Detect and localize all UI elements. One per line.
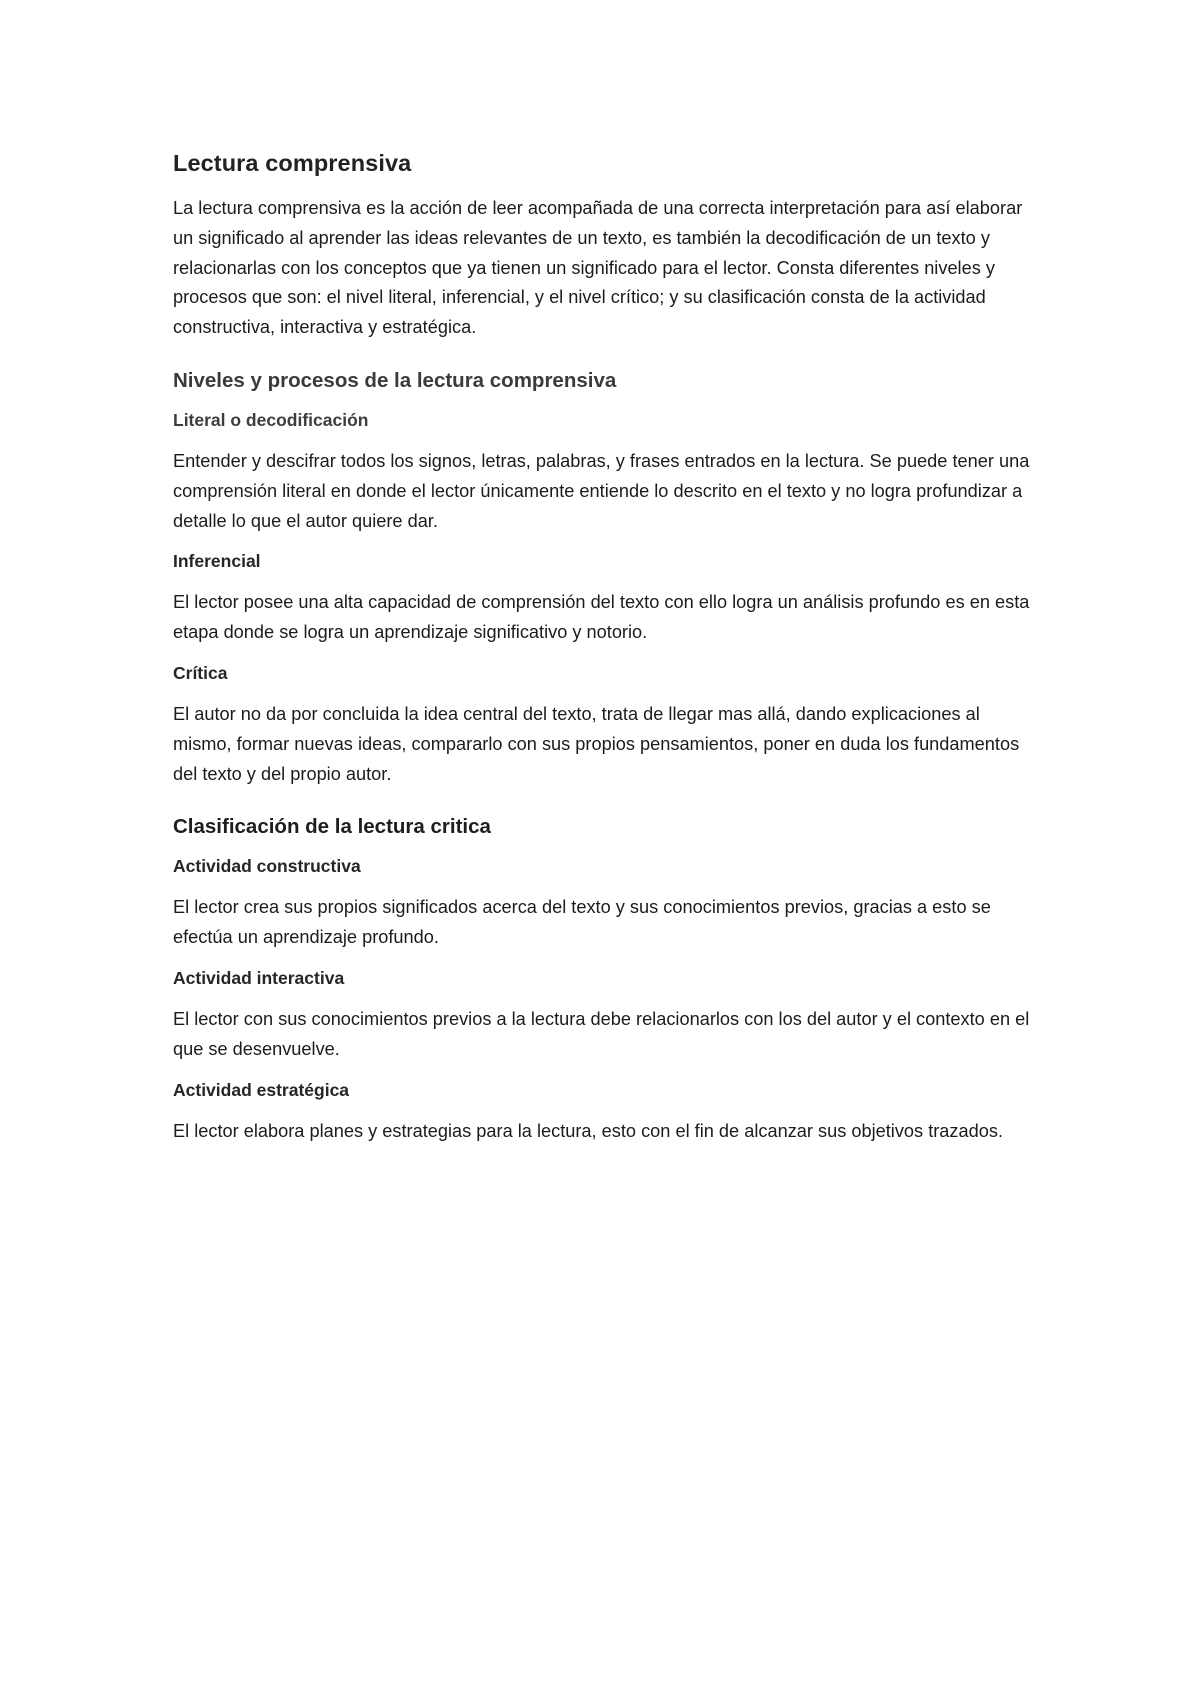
section-heading-clasificacion: Clasificación de la lectura critica [173, 815, 491, 839]
paragraph-interactiva: El lector con sus conocimientos previos a la lectura debe relacionarlos con los del autor y el contexto en el que se desenvuelve. [173, 1008, 1030, 1059]
paragraph-constructiva: El lector crea sus propios significados acerca del texto y sus conocimientos previos, gracias a esto se efectúa un aprendizaje profundo. [173, 897, 991, 948]
subheading-interactiva: Actividad interactiva [173, 967, 345, 988]
paragraph-estrategica: El lector elabora planes y estrategias para la lectura, esto con el fin de alcanzar sus objetivos trazados. [173, 1120, 1004, 1141]
subheading-constructiva: Actividad constructiva [173, 856, 361, 877]
subheading-critica: Crítica [173, 662, 228, 683]
subheading-inferencial: Inferencial [173, 551, 261, 572]
paragraph-literal: Entender y descifrar todos los signos, letras, palabras, y frases entrados en la lectura. Se puede tener una comprensión literal en donde el lector únicamente entiende lo descrito en el texto y no logra profundizar a detalle lo que el autor quiere dar. [173, 450, 1030, 531]
subheading-literal: Literal o decodificación [173, 409, 369, 430]
paragraph-inferencial: El lector posee una alta capacidad de comprensión del texto con ello logra un análisis profundo es en esta etapa donde se logra un aprendizaje significativo y notorio. [173, 592, 1030, 643]
section-heading-niveles: Niveles y procesos de la lectura comprensiva [173, 368, 617, 392]
intro-paragraph: La lectura comprensiva es la acción de leer acompañada de una correcta interpretación para así elaborar un significado al aprender las ideas relevantes de un texto, es también la decodificación de un texto y relacionarlas con los conceptos que ya tienen un significado para el lector. Consta diferentes niveles y procesos que son: el nivel literal, inferencial, y el nivel crítico; y su clasificación consta de la actividad constructiva, interactiva y estratégica. [173, 198, 1023, 338]
document-page [173, 148, 1043, 1158]
subheading-estrategica: Actividad estratégica [173, 1079, 350, 1100]
document-title: Lectura comprensiva [173, 150, 412, 176]
paragraph-critica: El autor no da por concluida la idea central del texto, trata de llegar mas allá, dando explicaciones al mismo, formar nuevas ideas, compararlo con sus propios pensamientos, poner en duda los fundamentos del texto y del propio autor. [173, 703, 1020, 784]
